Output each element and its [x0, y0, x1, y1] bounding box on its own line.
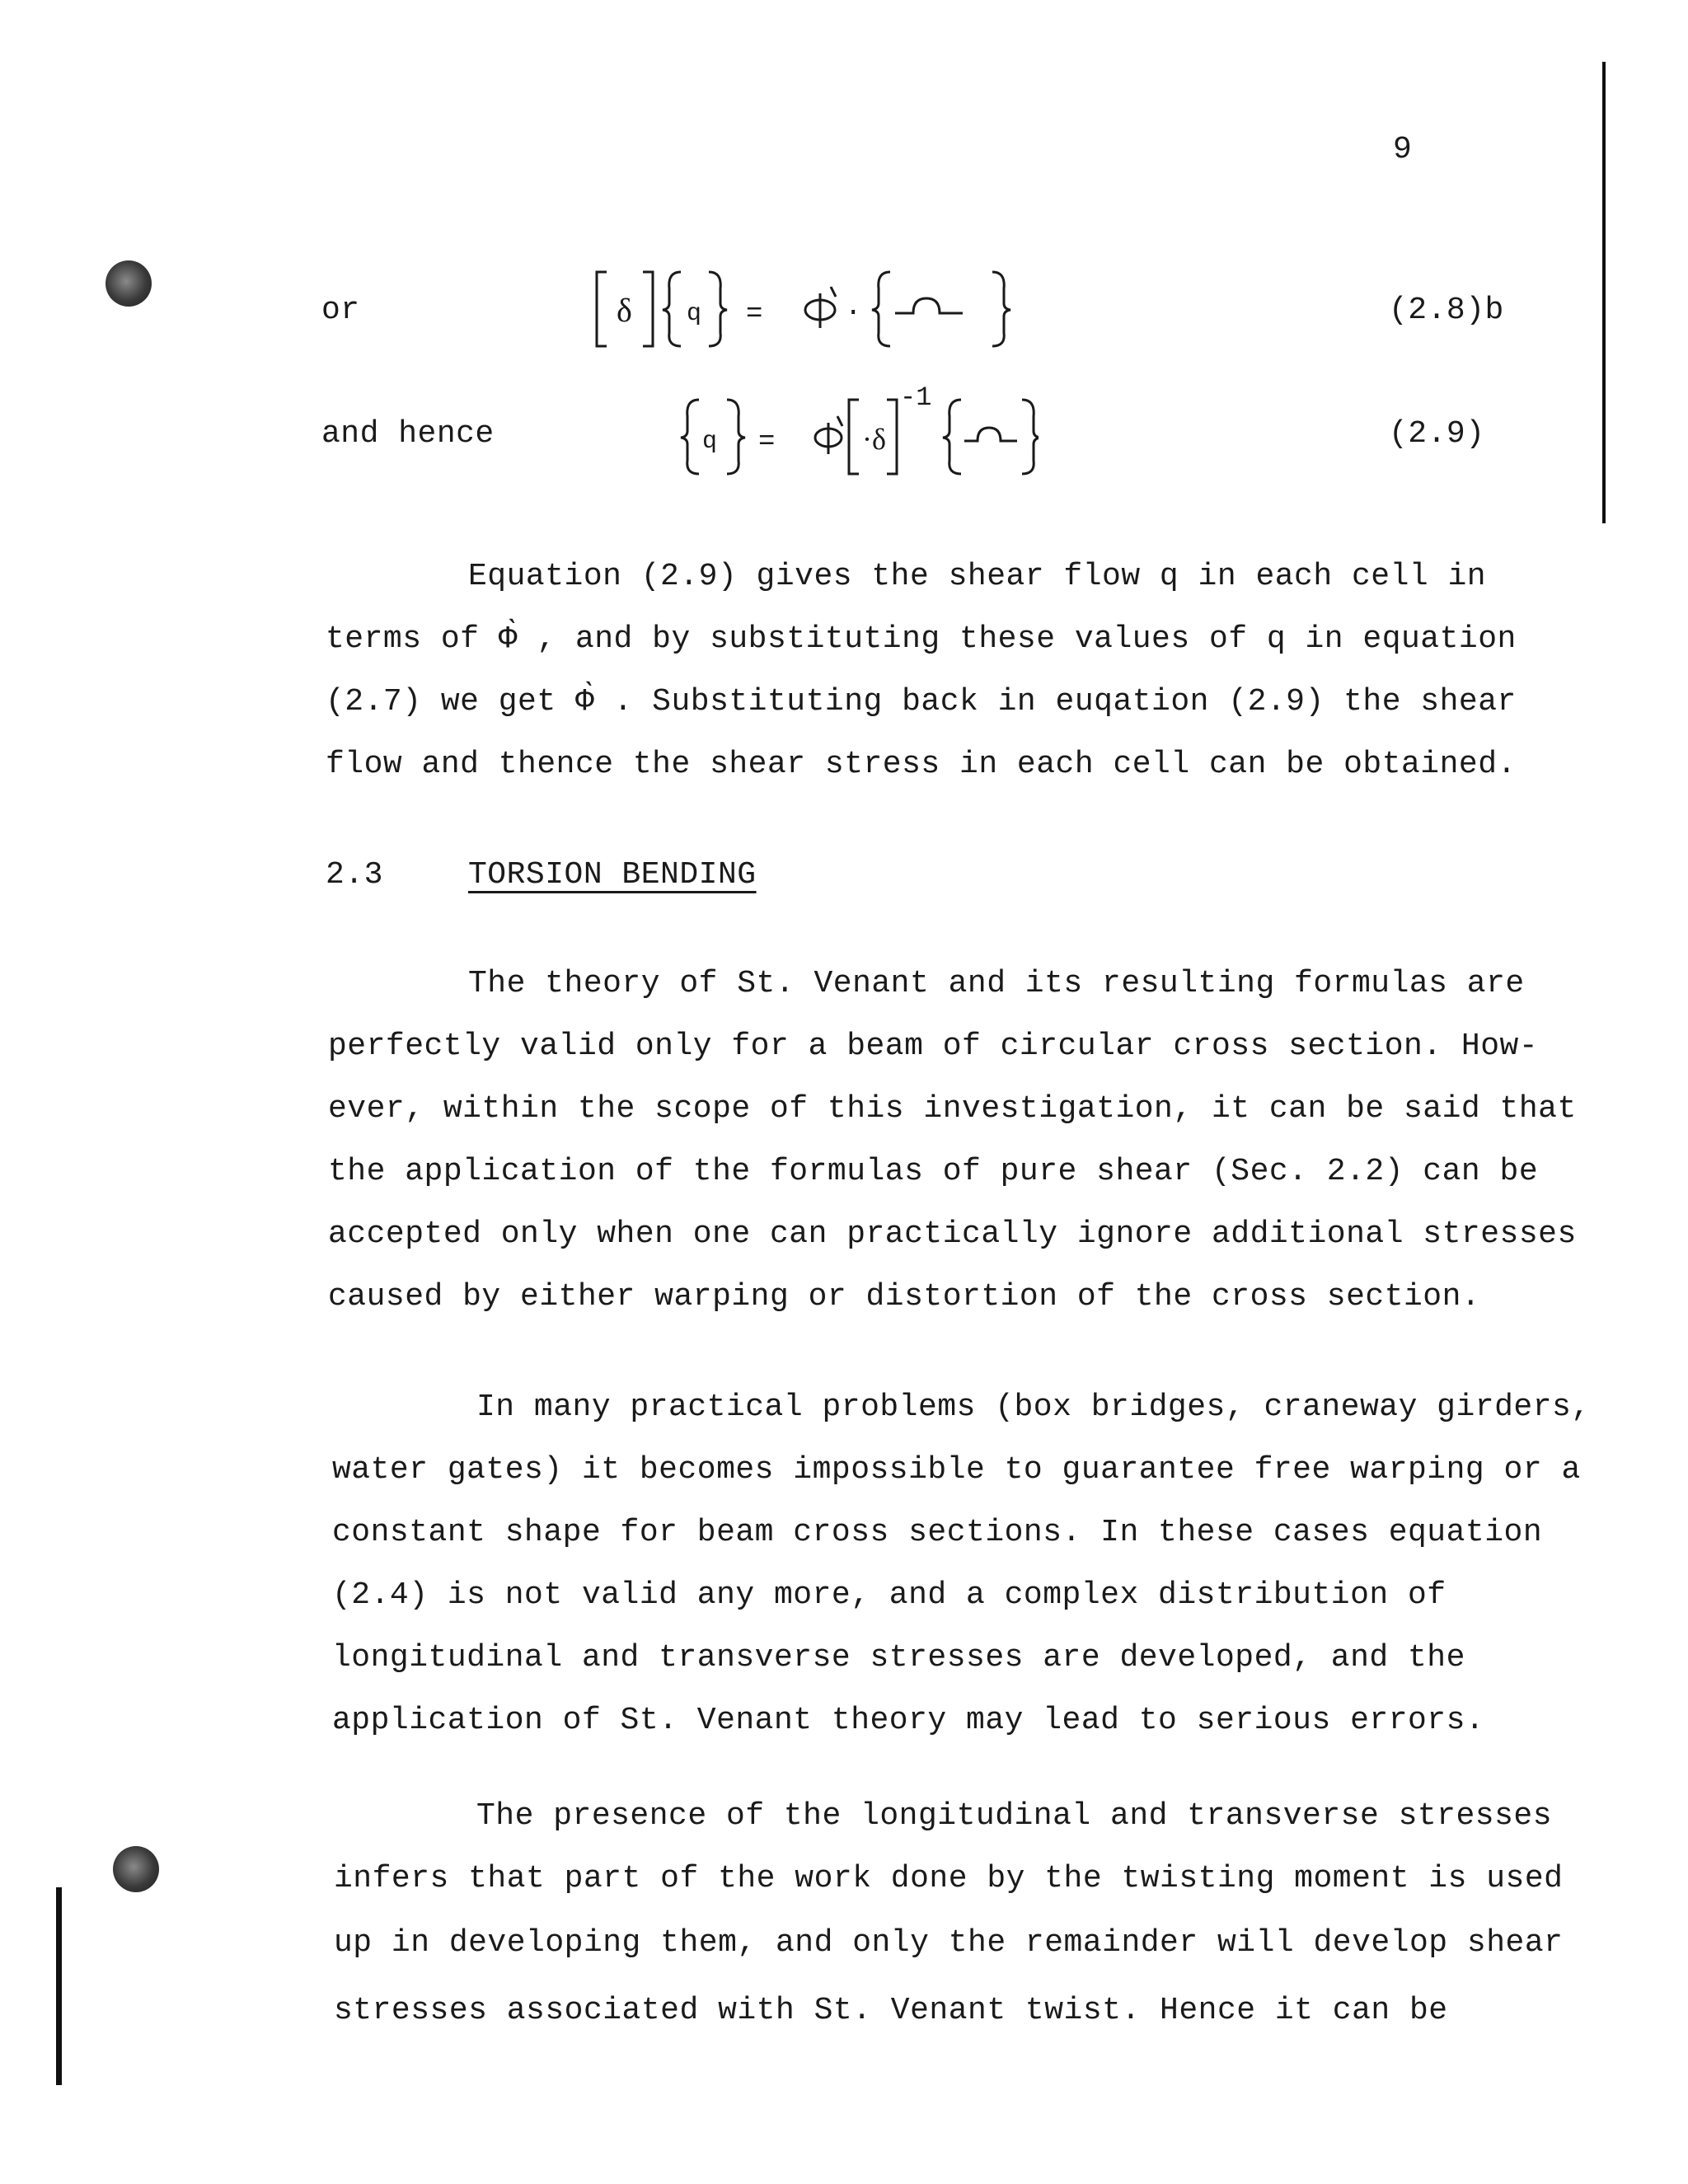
text-line: accepted only when one can practically ignore additional stresses [328, 1216, 1577, 1252]
text-line: (2.7) we get Φ̀ . Substituting back in euqation (2.9) the shear [326, 684, 1517, 719]
text-line: terms of Φ̀ , and by substituting these values of q in equation [326, 621, 1517, 657]
text-line: constant shape for beam cross sections. In these cases equation [332, 1515, 1543, 1550]
equation-number: (2.9) [1389, 416, 1485, 452]
text-line: flow and thence the shear stress in each cell can be obtained. [326, 747, 1517, 782]
text-line: up in developing them, and only the remainder will develop shear [334, 1925, 1564, 1961]
page-number: 9 [1393, 132, 1413, 167]
text-line: longitudinal and transverse stresses are developed, and the [332, 1640, 1465, 1675]
section-title: TORSION BENDING [468, 857, 757, 893]
svg-text:=: = [758, 427, 776, 458]
punch-hole-top [106, 260, 152, 307]
text-line: Equation (2.9) gives the shear flow q in each cell in [468, 559, 1487, 594]
text-line: ever, within the scope of this investigation, it can be said that [328, 1091, 1577, 1127]
text-line: The theory of St. Venant and its resulting formulas are [468, 966, 1525, 1001]
text-line: infers that part of the work done by the twisting moment is used [334, 1861, 1564, 1896]
text-line: (2.4) is not valid any more, and a complex distribution of [332, 1577, 1447, 1613]
section-number: 2.3 [326, 857, 383, 893]
equation-number: (2.8)b [1389, 293, 1504, 328]
text-line: In many practical problems (box bridges, craneway girders, [476, 1390, 1591, 1425]
equation-lead: and hence [321, 416, 495, 452]
text-line: caused by either warping or distortion of the cross section. [328, 1279, 1481, 1315]
punch-hole-bottom [113, 1846, 159, 1892]
text-line: the application of the formulas of pure shear (Sec. 2.2) can be [328, 1154, 1539, 1189]
svg-text:·: · [845, 298, 862, 329]
text-line: perfectly valid only for a beam of circular cross section. How- [328, 1029, 1539, 1064]
equation-2-9-formula [676, 383, 1039, 486]
text-line: stresses associated with St. Venant twist. Hence it can be [334, 1993, 1448, 2028]
equation-lead: or [321, 293, 360, 328]
svg-text:δ: δ [617, 292, 632, 329]
svg-text:q: q [687, 300, 702, 328]
svg-text:=: = [746, 299, 763, 330]
text-line: The presence of the longitudinal and transverse stresses [476, 1798, 1553, 1834]
equation-exponent: -1 [900, 383, 932, 413]
equation-2-8b-formula [593, 264, 1022, 354]
text-line: application of St. Venant theory may lead to serious errors. [332, 1703, 1485, 1738]
svg-text:·δ: ·δ [862, 423, 886, 456]
scan-edge-right [1602, 62, 1606, 523]
scan-edge-left [56, 1887, 62, 2085]
svg-text:q: q [702, 428, 718, 456]
text-line: water gates) it becomes impossible to guarantee free warping or a [332, 1452, 1581, 1488]
